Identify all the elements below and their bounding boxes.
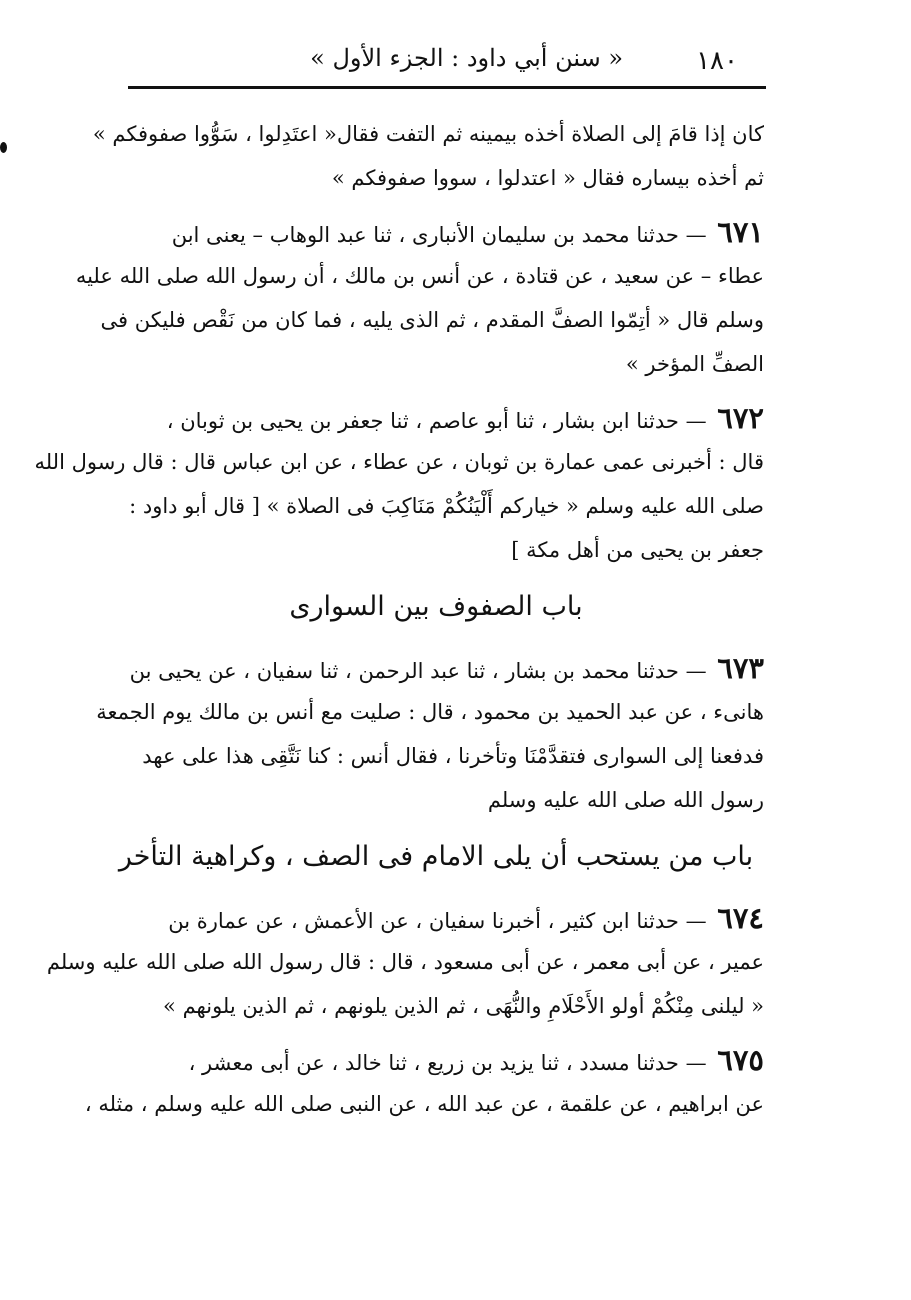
- hadith-674: [46, 896, 764, 1028]
- text-line: هانىء ، عن عبد الحميد بن محمود ، قال : صليت مع أنس بن مالك يوم الجمعة: [96, 700, 764, 724]
- text-line: كان إذا قامَ إلى الصلاة أخذه بيمينه ثم التفت فقال« اعتَدِلوا ، سَوُّوا صفوفكم »: [92, 122, 764, 146]
- chapter-heading: باب الصفوف بين السوارى: [289, 591, 583, 622]
- text-line: الصفِّ المؤخر »: [625, 352, 764, 376]
- text-line: « ليلنى مِنْكُمْ أولو الأَحْلَامِ والنُّهَى ، ثم الذين يلونهم ، ثم الذين يلونهم »: [163, 994, 764, 1018]
- header-rule: [128, 86, 766, 89]
- text-line: فدفعنا إلى السوارى فتقدَّمْنَا وتأخرنا ، فقال أنس : كنا نَتَّقِى هذا على عهد: [142, 744, 764, 768]
- text-line: [108, 646, 764, 690]
- hadith-672: [34, 396, 764, 572]
- page-header: [128, 38, 768, 88]
- page-body: [34, 112, 764, 1136]
- text-line: وسلم قال « أتِمّوا الصفَّ المقدم ، ثم الذى يليه ، فما كان من نَقْص فليكن فى: [100, 308, 764, 332]
- text-line: عن ابراهيم ، عن علقمة ، عن عبد الله ، عن النبى صلى الله عليه وسلم ، مثله ،: [84, 1092, 764, 1116]
- hadith-671: [75, 210, 764, 386]
- hadith-number: ٦٧٣: [717, 651, 764, 685]
- text-line-content: — حدثنا مسدد ، ثنا يزيد بن زريع ، ثنا خالد ، عن أبى معشر ،: [188, 1051, 707, 1075]
- text-line: [108, 210, 764, 254]
- margin-ink-mark: [0, 142, 7, 153]
- text-line-content: — حدثنا محمد بن بشار ، ثنا عبد الرحمن ، ثنا سفيان ، عن يحيى بن: [129, 659, 707, 683]
- chapter-heading: باب من يستحب أن يلى الامام فى الصف ، وكراهية التأخر: [118, 841, 754, 872]
- hadith-number: ٦٧١: [717, 215, 764, 249]
- hadith-675: [84, 1038, 764, 1126]
- text-line: [108, 396, 764, 440]
- text-line: صلى الله عليه وسلم « خياركم أَلْيَنُكُمْ مَنَاكِبَ فى الصلاة » [ قال أبو داود :: [129, 494, 764, 518]
- running-title: « سنن أبي داود : الجزء الأول »: [310, 44, 623, 72]
- text-line: [108, 896, 764, 940]
- text-line-content: — حدثنا ابن كثير ، أخبرنا سفيان ، عن الأعمش ، عن عمارة بن: [168, 909, 707, 933]
- text-line: ثم أخذه بيساره فقال « اعتدلوا ، سووا صفوفكم »: [331, 166, 764, 190]
- text-line: عطاء – عن سعيد ، عن قتادة ، عن أنس بن مالك ، أن رسول الله صلى الله عليه: [75, 264, 764, 288]
- continuation-paragraph: [92, 112, 764, 200]
- text-line-content: — حدثنا محمد بن سليمان الأنبارى ، ثنا عبد الوهاب – يعنى ابن: [171, 223, 707, 247]
- hadith-number: ٦٧٥: [717, 1043, 764, 1077]
- hadith-673: [96, 646, 764, 822]
- text-line: جعفر بن يحيى من أهل مكة ]: [511, 538, 764, 562]
- text-line: قال : أخبرنى عمى عمارة بن ثوبان ، عن عطاء ، عن ابن عباس قال : قال رسول الله: [34, 450, 764, 474]
- text-line: عمير ، عن أبى معمر ، عن أبى مسعود ، قال : قال رسول الله صلى الله عليه وسلم: [46, 950, 764, 974]
- page-number: ١٨٠: [696, 46, 738, 76]
- hadith-number: ٦٧٢: [717, 401, 764, 435]
- hadith-number: ٦٧٤: [717, 901, 764, 935]
- text-line: [108, 1038, 764, 1082]
- text-line-content: — حدثنا ابن بشار ، ثنا أبو عاصم ، ثنا جعفر بن يحيى بن ثوبان ،: [166, 409, 707, 433]
- text-line: رسول الله صلى الله عليه وسلم: [487, 788, 764, 812]
